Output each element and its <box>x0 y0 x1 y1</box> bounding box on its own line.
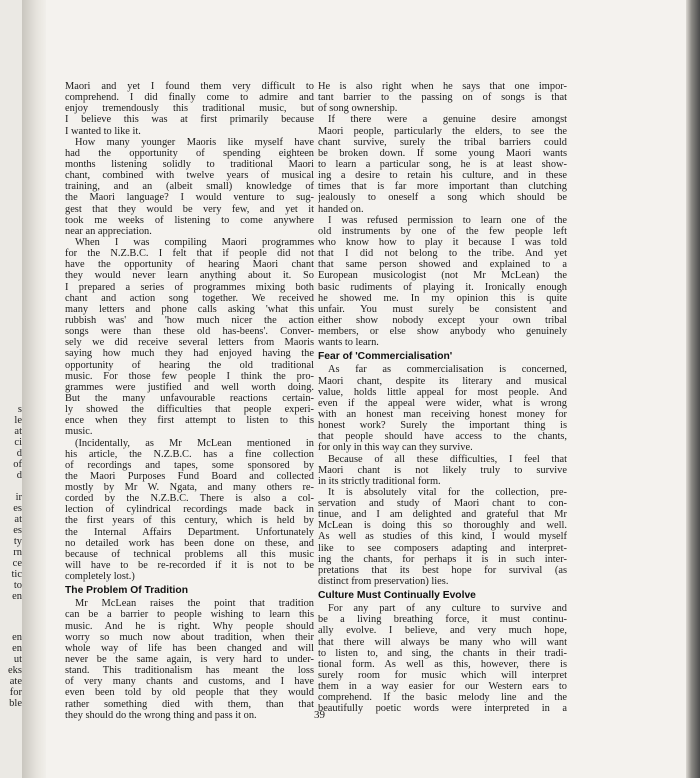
previous-page-text-fragment: d <box>16 470 22 481</box>
text-line: who know how to play it because I was told <box>318 236 567 248</box>
text-line: I believe this was at first primarily because <box>65 114 314 126</box>
previous-page-text-fragment: ir <box>15 492 22 503</box>
previous-page-text-fragment: ate <box>9 676 22 687</box>
text-line: that same person showed and explained to a <box>318 259 567 271</box>
previous-page-text-fragment: en <box>12 632 22 643</box>
text-line: took me weeks of listening to come anywhere <box>65 214 314 226</box>
text-line: of recordings and tapes, some sponsored by <box>65 459 314 471</box>
text-line: his article, the N.Z.B.C. has a fine collection <box>65 448 314 460</box>
text-line: wants to learn. <box>318 337 379 349</box>
text-line: Maori and yet I found them very difficult to <box>65 81 314 92</box>
text-line: servation and study of Maori chant to con- <box>318 498 567 510</box>
section-heading: The Problem Of Tradition <box>65 585 188 597</box>
previous-page-text-fragment: en <box>12 643 22 654</box>
text-line: many letters and phone calls asking 'what this <box>65 303 314 315</box>
text-line: unfair. You must surely be consistent and <box>318 303 567 315</box>
text-line: even been told by old people that they would <box>65 687 314 699</box>
text-line: But the many unfavourable reactions certain- <box>65 392 314 404</box>
text-line: pretations that its best hope for survival (as <box>318 564 567 576</box>
previous-page-text-fragment: le <box>14 415 22 426</box>
previous-page-text-fragment: for <box>9 687 22 698</box>
text-line: Mr McLean raises the point that tradition <box>75 598 314 610</box>
previous-page-text-fragment: eks <box>8 665 22 676</box>
previous-page-text-fragment: ty <box>13 536 22 547</box>
text-line: to listen to, and sing, the chants in their tradi- <box>318 647 567 659</box>
text-line: grammes were justified and well worth doing. <box>65 381 314 393</box>
book-gutter <box>22 0 46 778</box>
text-line: the Maori language? I would venture to sug- <box>65 192 314 204</box>
text-line: I wanted to like it. <box>65 125 141 137</box>
text-line: chant survive, surely the tribal barriers could <box>318 136 567 148</box>
text-line: basic rudiments of playing it. Ironically enough <box>318 281 567 293</box>
section-heading: Fear of 'Commercialisation' <box>318 351 453 363</box>
text-line: sely we did receive several letters from Maoris <box>65 337 314 349</box>
text-line: comprehend. If the basic melody line and the <box>318 692 567 704</box>
text-line: members, or else show anybody who genuinely <box>318 326 567 338</box>
text-line: jealously to oneself a song which should be <box>318 192 567 204</box>
previous-page-text-fragment: es <box>13 503 22 514</box>
previous-page-text-fragment: rn <box>13 547 22 558</box>
previous-page-text-fragment: of <box>13 459 22 470</box>
text-line: ence when they first attempt to listen to this <box>65 415 314 427</box>
text-line: tinue, and I am delighted and grateful that Mr <box>318 509 567 521</box>
text-line: completely lost.) <box>65 571 135 583</box>
text-line: ally evolve. I believe, and very much hope, <box>318 625 567 637</box>
text-line: surely room for music which will interpret <box>318 670 567 682</box>
text-line: worry so much now about tradition, when their <box>65 631 314 643</box>
text-line: ly showed the difficulties that people experi- <box>65 404 314 416</box>
previous-page-text-fragment: to <box>13 580 22 591</box>
text-line: whole way of life has been changed and will <box>65 642 314 654</box>
text-line: to learn a particular song, he is at least show- <box>318 158 567 170</box>
text-line: ing a desire to retain his culture, and in these <box>318 170 567 182</box>
text-line: old instruments by one of the few people left <box>318 225 567 237</box>
text-line: I prepared a series of programmes mixing both <box>65 281 314 293</box>
text-line: that people should have access to the chants, <box>318 431 567 443</box>
text-line: of very many chants and customs, and I have <box>65 676 314 688</box>
text-line: in its strictly traditional form. <box>318 475 441 487</box>
previous-page-text-fragment: at <box>14 426 22 437</box>
text-line: like to see composers adapting and interpret- <box>318 542 567 554</box>
text-line: Maori chant, despite its literary and musical <box>318 375 567 387</box>
text-line: If there were a genuine desire amongst <box>328 114 567 126</box>
text-line: the Internal Affairs Department. Unfortunately <box>65 526 314 538</box>
text-line: they should do the wrong thing and pass it on. <box>65 709 257 721</box>
previous-page-text-fragment: ci <box>14 437 22 448</box>
text-line: had the opportunity of spending eighteen <box>65 147 314 159</box>
text-line: beautifully poetic words were interpreted in a <box>318 703 567 715</box>
text-line: stand. This traditionalism has meant the loss <box>65 665 314 677</box>
previous-page-text-fragment: ut <box>13 654 22 665</box>
text-line: As far as commercialisation is concerned, <box>328 364 567 376</box>
text-line: saying how much they had enjoyed having the <box>65 348 314 360</box>
text-line: chant and action song together. We received <box>65 292 314 304</box>
text-line: opportunity of hearing the old traditional <box>65 359 314 371</box>
previous-page-text-fragment: d <box>16 448 22 459</box>
text-line: lection of cylindrical recordings made back in <box>65 504 314 516</box>
text-line: distinct from preservation) lies. <box>318 576 449 588</box>
text-line: he showed me. In my opinion this is quite <box>318 292 567 304</box>
text-line: can be a barrier to people wishing to learn this <box>65 609 314 621</box>
text-line: Maori people, particularly the elders, to see the <box>318 125 567 137</box>
text-line: no detailed work has been done on these, and <box>65 537 314 549</box>
text-line: music. <box>65 426 93 438</box>
left-text-column <box>65 81 314 721</box>
text-line: never be the same again, is very hard to under- <box>65 654 314 666</box>
text-line: they would never learn anything about it. So <box>65 270 314 282</box>
text-line: will have to be re-recorded if it is not to be <box>65 560 314 572</box>
text-line: them in a way easier for our Western ears to <box>318 681 567 693</box>
text-line: because of technical problems all this music <box>65 548 314 560</box>
text-line: that there will always be many who will want <box>318 636 567 648</box>
text-line: training, and an (albeit small) knowledge of <box>65 181 314 193</box>
text-line: corded by the N.Z.B.C. There is also a col- <box>65 493 314 505</box>
text-line: times that is far more important than clutching <box>318 181 567 193</box>
text-line: songs were than these old has-beens'. Conver- <box>65 326 314 338</box>
previous-page-edge <box>0 0 23 778</box>
text-line: Maori chant is not likely truly to survive <box>318 464 567 476</box>
text-line: rather something died with them, than that <box>65 698 314 710</box>
previous-page-text-fragment: tic <box>11 569 22 580</box>
text-line: chant, combined with twelve years of musical <box>65 170 314 182</box>
text-line: be broken down. If some young Maori wants <box>318 147 567 159</box>
text-line: the first years of this century, which is held by <box>65 515 314 527</box>
text-line: either show nobody except your own tribal <box>318 314 567 326</box>
text-line: comprehend. I did finally come to admire and <box>65 92 314 104</box>
text-line: music. For those few people I think the pro- <box>65 370 314 382</box>
text-line: How many younger Maoris like myself have <box>75 136 314 148</box>
text-line: that I did not belong to the tribe. And yet <box>318 248 567 260</box>
text-line: music. And he is right. Why people should <box>65 620 314 632</box>
text-line: with an honest man receiving honest money for <box>318 408 567 420</box>
previous-page-text-fragment: ce <box>12 558 22 569</box>
text-line: rubbish was' and 'how much nicer the action <box>65 314 314 326</box>
text-line: handed on. <box>318 203 364 215</box>
text-line: for only in this way can they survive. <box>318 442 473 454</box>
page-edge-shadow <box>686 0 700 778</box>
text-line: enjoy tremendously this traditional music, but <box>65 103 314 115</box>
text-line: of song ownership. <box>318 103 398 115</box>
text-line: I was refused permission to learn one of the <box>328 214 567 226</box>
text-line: even if the appeal were wider, what is wrong <box>318 397 567 409</box>
text-line: mostly by Mr W. Ngata, and many others re- <box>65 482 314 494</box>
right-text-column <box>318 81 567 715</box>
text-line: value, holds little appeal for most people. And <box>318 386 567 398</box>
text-line: It is absolutely vital for the collection, pre- <box>328 486 567 498</box>
text-line: European musicologist (not Mr McLean) the <box>318 270 567 282</box>
text-line: have the opportunity of hearing Maori chant <box>65 259 314 271</box>
previous-page-text-fragment: s <box>17 404 22 415</box>
text-line: tional form. As well as this, however, there is <box>318 658 567 670</box>
text-line: tant barrier to the passing on of songs is that <box>318 92 567 104</box>
previous-page-text-fragment: en <box>12 591 22 602</box>
text-line: the Maori Purposes Fund Board and collected <box>65 470 314 482</box>
page-number: 39 <box>314 709 325 721</box>
section-heading: Culture Must Continually Evolve <box>318 590 476 602</box>
text-line: near an appreciation. <box>65 225 152 237</box>
text-line: He is also right when he says that one impor- <box>318 81 567 92</box>
text-line: ing the chants, for perhaps it is in such inter- <box>318 553 567 565</box>
text-line: gest that they would be very few, and yet it <box>65 203 314 215</box>
text-line: (Incidentally, as Mr McLean mentioned in <box>75 437 314 449</box>
text-line: When I was compiling Maori programmes <box>75 236 314 248</box>
text-line: months listening solidly to traditional Maori <box>65 158 314 170</box>
previous-page-text-fragment: ble <box>9 698 22 709</box>
text-line: McLean is doing this so thoroughly and well. <box>318 520 567 532</box>
text-line: Because of all these difficulties, I feel that <box>328 453 567 465</box>
previous-page-text-fragment: at <box>14 514 22 525</box>
text-line: honest work? Surely the important thing is <box>318 420 567 432</box>
text-line: be a living breathing force, it must continu- <box>318 614 567 626</box>
text-line: for the N.Z.B.C. I felt that if people did not <box>65 248 314 260</box>
previous-page-text-fragment: es <box>13 525 22 536</box>
text-line: For any part of any culture to survive and <box>328 603 567 615</box>
text-line: As well as studies of this kind, I would myself <box>318 531 567 543</box>
